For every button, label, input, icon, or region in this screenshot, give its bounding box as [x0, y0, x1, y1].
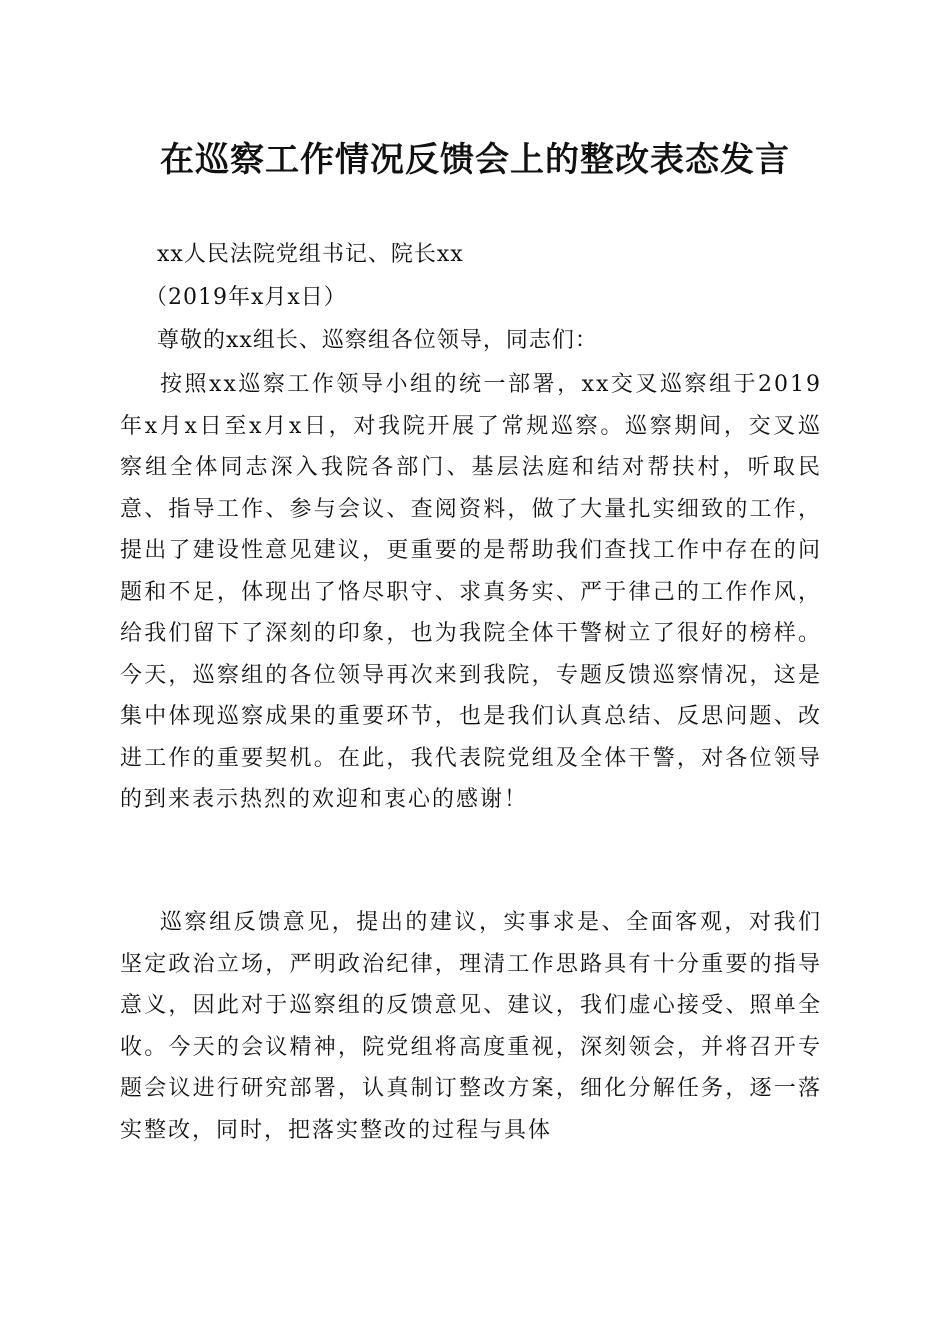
speaker-line: xx人民法院党组书记、院长xx	[157, 242, 464, 267]
salutation-line: 尊敬的xx组长、巡察组各位领导，同志们：	[157, 328, 598, 353]
date-line: （2019年x月x日）	[145, 285, 347, 310]
paragraph-2: 巡察组反馈意见，提出的建议，实事求是、全面客观，对我们坚定政治立场，严明政治纪律，理清工作思路具有十分重要的指导意义，因此对于巡察组的反馈意见、建议，我们虚心接受、照单全收。今天的会议精神，院党组将高度重视，深刻领会，并将召开专题会议进行研究部署，认真制订整改方案，细化分解任务，逐一落实整改，同时，把落实整改的过程与具体	[120, 910, 822, 1143]
document-title: 在巡察工作情况反馈会上的整改表态发言	[160, 140, 790, 180]
paragraph-1: 按照xx巡察工作领导小组的统一部署，xx交叉巡察组于2019年x月x日至x月x日，对我院开展了常规巡察。巡察期间，交叉巡察组全体同志深入我院各部门、基层法庭和结对帮扶村，听取民意、指导工作、参与会议、查阅资料，做了大量扎实细致的工作，提出了建设性意见建议，更重要的是帮助我们查找工作中存在的问题和不足，体现出了恪尽职守、求真务实、严于律己的工作作风，给我们留下了深刻的印象，也为我院全体干警树立了很好的榜样。今天，巡察组的各位领导再次来到我院，专题反馈巡察情况，这是集中体现巡察成果的重要环节，也是我们认真总结、反思问题、改进工作的重要契机。在此，我代表院党组及全体干警，对各位领导的到来表示热烈的欢迎和衷心的感谢！	[120, 372, 822, 812]
